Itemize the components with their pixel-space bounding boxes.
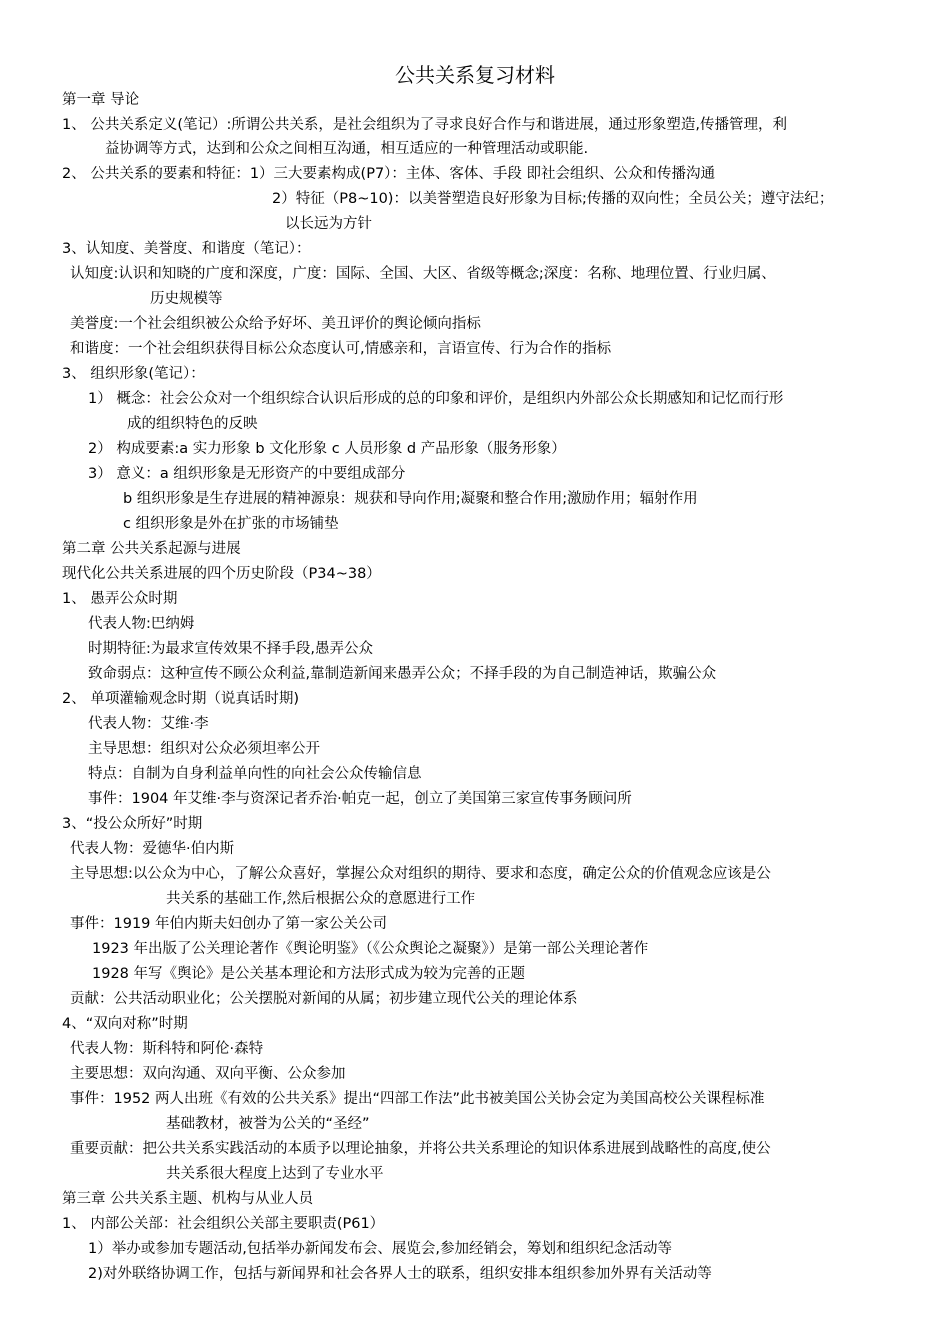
text-line: 美誉度:一个社会组织被公众给予好坏、美丑评价的舆论倾向指标 [70, 316, 481, 332]
text-line: 事件：1952 两人出班《有效的公共关系》提出“四部工作法”此书被美国公关协会定为美国高校公关课程标准 [70, 1091, 765, 1107]
document-title: 公共关系复习材料 [395, 63, 555, 87]
text-line: 和谐度：一个社会组织获得目标公众态度认可,情感亲和，言语宣传、行为合作的指标 [70, 341, 612, 357]
text-line: 现代化公共关系进展的四个历史阶段（P34~38） [62, 566, 381, 582]
text-line: 共关系的基础工作,然后根据公众的意愿进行工作 [166, 891, 476, 907]
text-line: 代表人物：爱德华·伯内斯 [70, 841, 235, 857]
text-line: 重要贡献：把公共关系实践活动的本质予以理论抽象，并将公共关系理论的知识体系进展到战略性的高度,使公 [70, 1141, 771, 1157]
text-line: 主导思想:以公众为中心，了解公众喜好，掌握公众对组织的期待、要求和态度，确定公众的价值观念应该是公 [70, 866, 771, 882]
text-line: 共关系很大程度上达到了专业水平 [166, 1166, 384, 1182]
text-line: 3、 组织形象(笔记）： [62, 366, 205, 382]
text-line: 1、 公共关系定义(笔记）:所谓公共关系，是社会组织为了寻求良好合作与和谐进展，通过形象塑造,传播管理，利 [62, 117, 787, 133]
text-line: 基础教材，被誉为公关的“圣经” [166, 1116, 370, 1132]
text-line: 3） 意义：a 组织形象是无形资产的中要组成部分 [88, 466, 406, 482]
text-line: 特点：自制为自身利益单向性的向社会公众传输信息 [88, 766, 422, 782]
text-line: 贡献：公共活动职业化；公关摆脱对新闻的从属；初步建立现代公关的理论体系 [70, 991, 578, 1007]
text-line: 1、 愚弄公众时期 [62, 591, 178, 607]
text-line: 历史规模等 [150, 291, 223, 307]
text-line: 1923 年出版了公关理论著作《舆论明鉴》（《公众舆论之凝聚》）是第一部公关理论著作 [92, 941, 649, 957]
text-line: 代表人物：艾维·李 [88, 716, 209, 732]
text-line: 认知度:认识和知晓的广度和深度，广度：国际、全国、大区、省级等概念;深度：名称、地理位置、行业归属、 [70, 266, 776, 282]
text-line: 以长远为方针 [285, 216, 372, 232]
text-line: 1928 年写《舆论》是公关基本理论和方法形式成为较为完善的正题 [92, 966, 526, 982]
text-line: 事件：1904 年艾维·李与资深记者乔治·帕克一起，创立了美国第三家宣传事务顾问所 [88, 791, 632, 807]
text-line: 3、认知度、美誉度、和谐度（笔记）： [62, 241, 311, 257]
text-line: 2)对外联络协调工作，包括与新闻界和社会各界人士的联系，组织安排本组织参加外界有关活动等 [88, 1266, 712, 1282]
text-line: 成的组织特色的反映 [127, 416, 258, 432]
text-line: 2、 公共关系的要素和特征：1）三大要素构成(P7）：主体、客体、手段 即社会组织、公众和传播沟通 [62, 166, 716, 182]
chapter-2-heading: 第二章 公共关系起源与进展 [62, 541, 241, 557]
text-line: 2）特征（P8~10)：以美誉塑造良好形象为目标;传播的双向性；全员公关；遵守法纪； [272, 191, 834, 207]
text-line: 1、 内部公关部：社会组织公关部主要职责(P61） [62, 1216, 385, 1232]
text-line: 2、 单项灌输观念时期（说真话时期) [62, 691, 299, 707]
text-line: 代表人物:巴纳姆 [88, 616, 195, 632]
text-line: 3、“投公众所好”时期 [62, 816, 203, 832]
text-line: 1） 概念：社会公众对一个组织综合认识后形成的总的印象和评价，是组织内外部公众长期感知和记忆而行形 [88, 391, 784, 407]
text-line: 事件：1919 年伯内斯夫妇创办了第一家公关公司 [70, 916, 388, 932]
text-line: 益协调等方式，达到和公众之间相互沟通，相互适应的一种管理活动或职能. [105, 141, 589, 157]
chapter-1-heading: 第一章 导论 [62, 92, 140, 108]
text-line: 时期特征:为最求宣传效果不择手段,愚弄公众 [88, 641, 373, 657]
text-line: b 组织形象是生存进展的精神源泉：规获和导向作用;凝聚和整合作用;激励作用；辐射作用 [123, 491, 698, 507]
text-line: 主要思想：双向沟通、双向平衡、公众参加 [70, 1066, 346, 1082]
text-line: 代表人物：斯科特和阿伦·森特 [70, 1041, 264, 1057]
text-line: 1）举办或参加专题活动,包括举办新闻发布会、展览会,参加经销会，筹划和组织纪念活动等 [88, 1241, 672, 1257]
text-line: 2） 构成要素:a 实力形象 b 文化形象 c 人员形象 d 产品形象（服务形象） [88, 441, 566, 457]
text-line: c 组织形象是外在扩张的市场铺垫 [123, 516, 339, 532]
text-line: 致命弱点：这种宣传不顾公众利益,靠制造新闻来愚弄公众；不择手段的为自己制造神话，欺骗公众 [88, 666, 717, 682]
text-line: 4、“双向对称”时期 [62, 1016, 188, 1032]
text-line: 主导思想：组织对公众必须坦率公开 [88, 741, 320, 757]
chapter-3-heading: 第三章 公共关系主题、机构与从业人员 [62, 1191, 314, 1207]
